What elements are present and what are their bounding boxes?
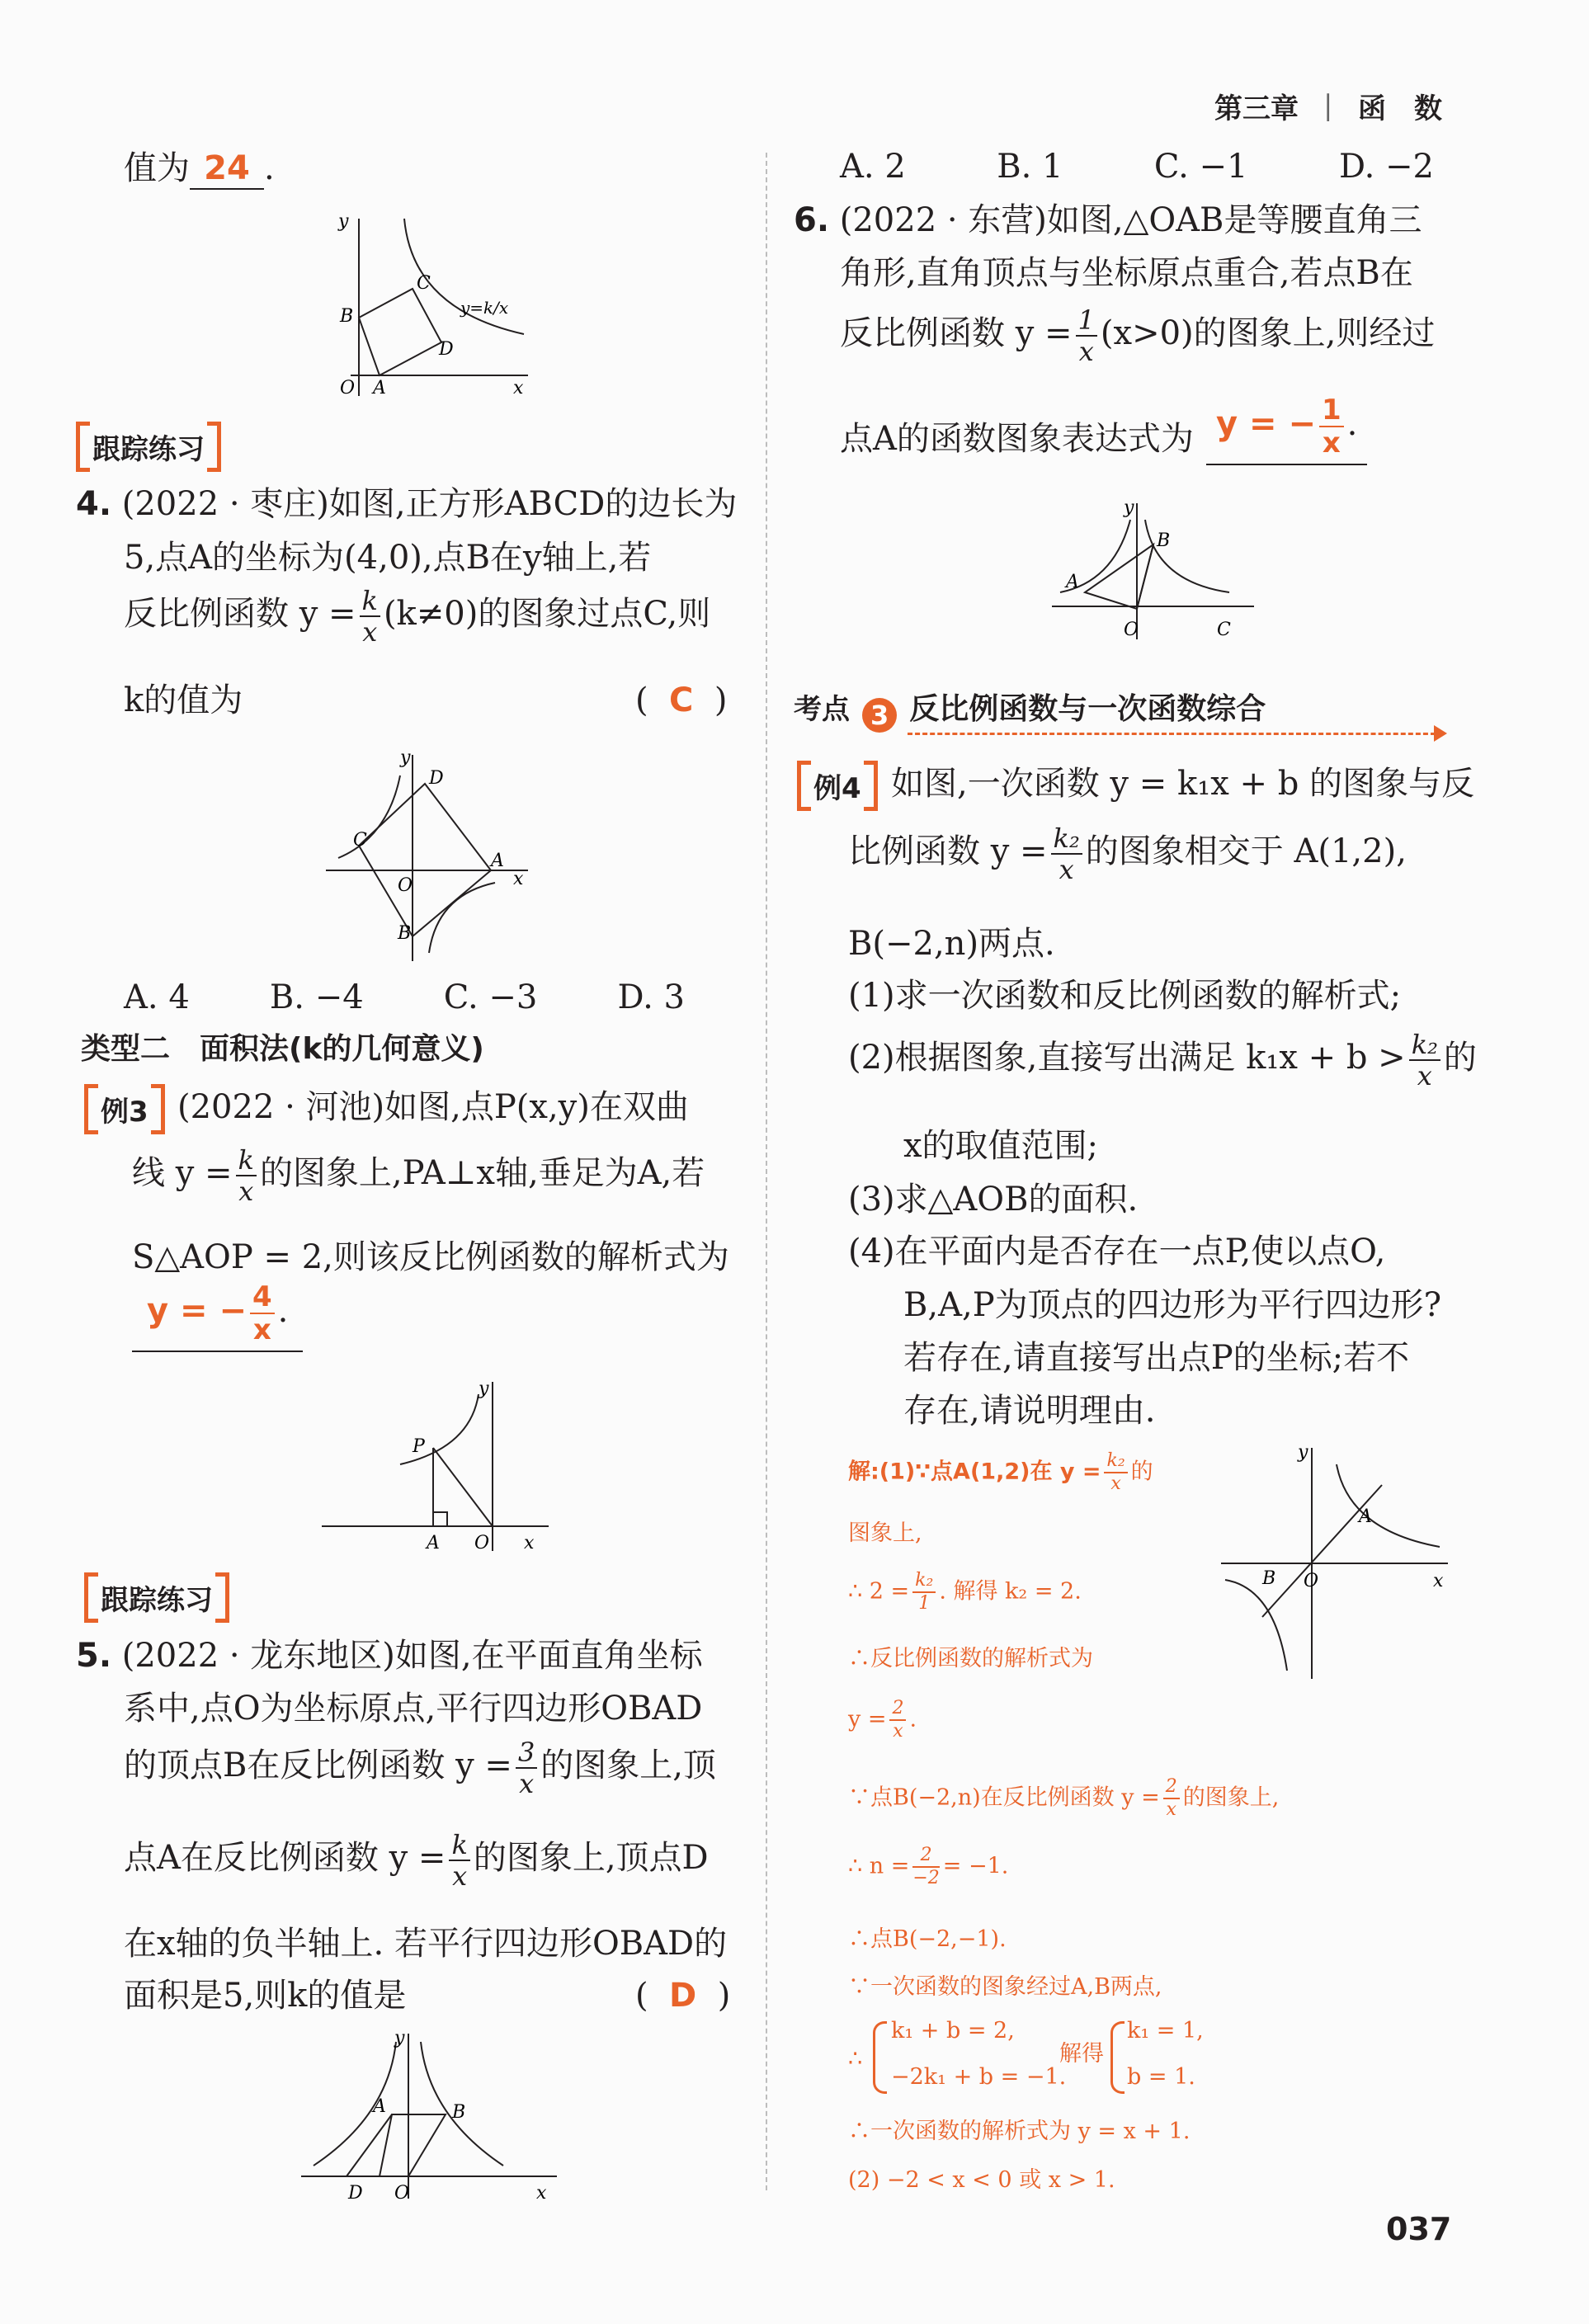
figure-hyperbola-triangle	[318, 1374, 557, 1559]
sol-line6: ∵点B(−2,n)在反比例函数 y = $\frac{2}{x}$ 的图象上,	[848, 1776, 1280, 1820]
sol-system-eq1: k₁ + b = 2,	[891, 2018, 1015, 2044]
ex4-part3: (3)求△AOB的面积.	[848, 1181, 1139, 1219]
track-practice-tag-2: 跟踪练习	[89, 1577, 224, 1618]
ex4-part1: (1)求一次函数和反比例函数的解析式;	[848, 977, 1402, 1015]
sol-line3: ∴ 2 = $\frac{\text{k₂}}{1}$ . 解得 k₂ = 2.	[848, 1570, 1082, 1614]
right-angle-mark	[433, 1512, 447, 1526]
label-y: y	[1124, 497, 1134, 518]
option-a: A. 4	[124, 978, 190, 1016]
figure-square-hyperbola-2	[322, 742, 536, 965]
label-a: A	[1359, 1506, 1372, 1527]
ex4-part4-line2: B,A,P为顶点的四边形为平行四边形?	[903, 1286, 1442, 1324]
ex3-line2: 线 y = $\frac{k}{x}$ 的图象上,PA⊥x轴,垂足为A,若	[132, 1144, 705, 1207]
chapter-label: 第三章	[1214, 92, 1299, 125]
label-d: D	[429, 768, 444, 789]
label-c: C	[1217, 620, 1231, 640]
ex4-line1: 如图,一次函数 y = k₁x + b 的图象与反	[891, 765, 1475, 803]
segment-po	[433, 1448, 493, 1526]
label-o: O	[398, 875, 413, 896]
label-c: C	[353, 830, 367, 851]
ex3-answer: y = − $\frac{4}{x}$ .	[132, 1283, 303, 1352]
label-b: B	[1262, 1568, 1276, 1589]
q5-line2: 系中,点O为坐标原点,平行四边形OBAD	[124, 1690, 703, 1728]
label-c: C	[417, 273, 431, 294]
kaodian-underline	[908, 733, 1436, 735]
q4-options	[124, 978, 685, 1017]
label-y: y	[1298, 1442, 1308, 1463]
hyperbola-right	[1337, 1464, 1440, 1547]
option-c: C. −1	[1153, 148, 1248, 186]
label-o: O	[340, 378, 356, 398]
q5-answer: ( D )	[635, 1977, 731, 2015]
hyperbola-branch-right	[429, 883, 495, 953]
q6-line4: 点A的函数图象表达式为	[840, 420, 1194, 458]
sol-line12: (2) −2 < x < 0 或 x > 1.	[848, 2167, 1115, 2193]
ex4-part4-line4: 存在,请说明理由.	[903, 1392, 1156, 1430]
label-x: x	[536, 2183, 547, 2204]
type-two-heading: 类型二 面积法(k的几何意义)	[81, 1032, 484, 1066]
arrow-right-icon	[1434, 725, 1447, 742]
answer-24: 24	[190, 148, 264, 190]
label-a: A	[427, 1533, 440, 1553]
option-a: A. 2	[840, 148, 906, 186]
ex4-line3: B(−2,n)两点.	[848, 925, 1055, 963]
sol-line11: ∴一次函数的解析式为 y = x + 1.	[848, 2119, 1191, 2144]
ex3-line3: S△AOP = 2,则该反比例函数的解析式为	[132, 1238, 729, 1276]
label-x: x	[513, 869, 524, 889]
label-a: A	[1066, 572, 1079, 592]
q5-line1: 5. (2022 · 龙东地区)如图,在平面直角坐标	[76, 1637, 703, 1675]
ex4-line2: 比例函数 y = $\frac{\text{k₂}}{x}$ 的图象相交于 A(1,2),	[848, 823, 1407, 885]
sol-line1: 解:(1)∵点A(1,2)在 y = $\frac{\text{k₂}}{x}$ 的	[848, 1450, 1153, 1494]
label-o: O	[1124, 620, 1139, 640]
kaodian-label: 考点	[794, 693, 850, 726]
option-b: B. 1	[997, 148, 1063, 186]
label-a: A	[373, 2096, 386, 2117]
label-y: y	[394, 2028, 405, 2048]
q5-options	[840, 147, 1434, 186]
figure-square-hyperbola-1	[322, 210, 536, 400]
square-abcd	[359, 289, 441, 375]
ex4-part4-line3: 若存在,请直接写出点P的坐标;若不	[903, 1339, 1410, 1377]
label-y: y	[400, 747, 411, 768]
figure-line-hyperbola	[1217, 1440, 1456, 1687]
header-separator: |	[1323, 89, 1333, 122]
sol-line5: y = $\frac{2}{x}$ .	[848, 1698, 917, 1742]
q6-line2: 角形,直角顶点与坐标原点重合,若点B在	[840, 254, 1413, 292]
square-abcd	[359, 784, 491, 936]
sol-line8: ∴点B(−2,−1).	[848, 1926, 1007, 1952]
figure-parallelogram	[297, 2025, 561, 2211]
column-divider	[766, 153, 767, 2190]
label-d: D	[439, 339, 454, 360]
label-o: O	[394, 2183, 410, 2204]
label-func: y=k/x	[460, 298, 509, 318]
sol-k1: k₁ = 1,	[1127, 2018, 1204, 2044]
parallelogram-obad	[380, 2114, 446, 2176]
line-y-x-plus-1	[1262, 1485, 1382, 1617]
sol-line9: ∵一次函数的图象经过A,B两点,	[848, 1974, 1162, 2000]
sol-b: b = 1.	[1127, 2064, 1195, 2090]
sol-line2: 图象上,	[848, 1520, 922, 1546]
example-4-tag: 例4	[802, 766, 873, 806]
option-b: B. −4	[269, 978, 364, 1016]
q5-line4: 点A在反比例函数 y = $\frac{k}{x}$ 的图象上,顶点D	[124, 1829, 709, 1892]
q5-line5: 在x轴的负半轴上. 若平行四边形OBAD的	[124, 1925, 728, 1963]
ex4-part4-line1: (4)在平面内是否存在一点P,使以点O,	[848, 1233, 1386, 1270]
ex3-line1: (2022 · 河池)如图,点P(x,y)在双曲	[177, 1088, 689, 1126]
option-d: D. 3	[617, 978, 685, 1016]
kaodian-3-heading	[794, 691, 1266, 733]
kaodian-number-badge: 3	[862, 698, 897, 733]
option-c: C. −3	[443, 978, 538, 1016]
label-a: A	[373, 378, 386, 398]
label-b: B	[1157, 530, 1171, 551]
solution-brace-left	[1110, 2021, 1125, 2094]
q6-line3: 反比例函数 y = $\frac{1}{x}$ (x>0)的图象上,则经过	[840, 304, 1436, 367]
label-y: y	[479, 1379, 489, 1399]
q6-answer: y = − $\frac{1}{x}$ .	[1206, 396, 1367, 465]
q4-line3: 反比例函数 y = $\frac{k}{x}$ (k≠0)的图象过点C,则	[124, 585, 711, 648]
label-b: B	[340, 306, 354, 327]
label-x: x	[524, 1533, 535, 1553]
ex4-part2-cont: x的取值范围;	[903, 1127, 1099, 1165]
label-a: A	[491, 851, 504, 871]
option-d: D. −2	[1338, 148, 1434, 186]
track-practice-tag-1: 跟踪练习	[81, 427, 216, 467]
q4-line2: 5,点A的坐标为(4,0),点B在y轴上,若	[124, 539, 652, 577]
label-y: y	[338, 211, 349, 232]
hyperbola-left	[1225, 1580, 1287, 1671]
ex4-part2: (2)根据图象,直接写出满足 k₁x + b > $\frac{\text{k₂}}{x}$ 的	[848, 1029, 1477, 1091]
q5-line6: 面积是5,则k的值是	[124, 1977, 407, 2015]
label-b: B	[452, 2102, 466, 2123]
value-line: 值为 24 .	[124, 148, 275, 190]
sol-line4: ∴反比例函数的解析式为	[848, 1646, 1093, 1671]
q5-line3: 的顶点B在反比例函数 y = $\frac{3}{x}$ 的图象上,顶	[124, 1737, 717, 1799]
label-p: P	[413, 1436, 425, 1457]
q4-answer: ( C )	[635, 681, 728, 719]
q4-line1: 4. (2022 · 枣庄)如图,正方形ABCD的边长为	[76, 485, 738, 523]
sol-system-eq2: −2k₁ + b = −1.	[891, 2064, 1067, 2090]
label-b: B	[398, 923, 412, 944]
sol-solve-label: 解得	[1059, 2041, 1104, 2067]
label-o: O	[1304, 1571, 1319, 1591]
figure-isosceles-right-triangle	[1048, 495, 1262, 660]
sol-line7: ∴ n = $\frac{2}{-2}$ = −1.	[848, 1845, 1009, 1888]
kaodian-title: 反比例函数与一次函数综合	[909, 692, 1266, 726]
q4-line4: k的值为	[124, 681, 243, 719]
subject-label: 函 数	[1358, 92, 1442, 125]
label-d: D	[348, 2183, 363, 2204]
system-brace-left	[873, 2021, 887, 2094]
label-x: x	[513, 378, 524, 398]
label-x: x	[1433, 1571, 1444, 1591]
label-o: O	[474, 1533, 490, 1553]
sol-therefore: ∴	[848, 2046, 863, 2072]
example-3-tag: 例3	[89, 1089, 160, 1129]
q6-line1: 6. (2022 · 东营)如图,△OAB是等腰直角三	[794, 201, 1422, 239]
page-number: 037	[1386, 2211, 1452, 2247]
